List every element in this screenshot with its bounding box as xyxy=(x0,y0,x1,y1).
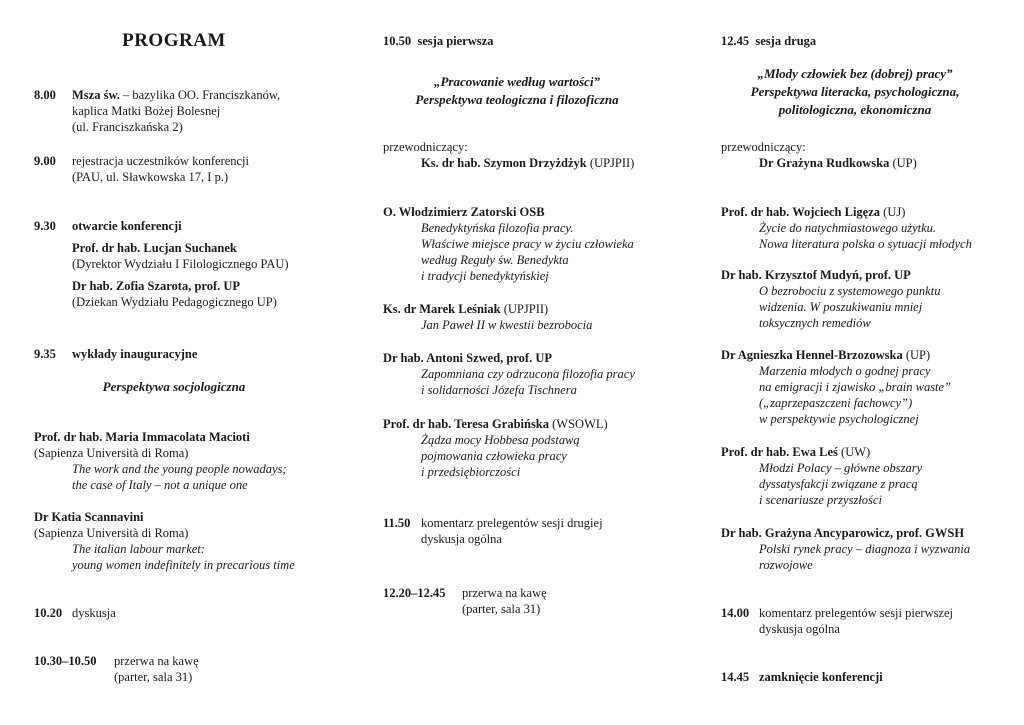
speaker-affiliation: (Sapienza Università di Roma) xyxy=(34,526,189,540)
time: 12.45 xyxy=(721,34,750,48)
talk-title: i solidarności Józefa Tischnera xyxy=(421,383,577,397)
opening-title: otwarcie konferencji xyxy=(72,219,182,233)
session-1-chair xyxy=(383,139,683,171)
speaker-name: Prof. dr hab. Teresa Grabińska xyxy=(383,417,550,431)
talk xyxy=(721,347,1021,427)
talk-title: Żądza mocy Hobbesa podstawą xyxy=(421,433,580,447)
theme-subtitle: politologiczna, ekonomiczna xyxy=(778,102,932,117)
speaker-name: Prof. dr hab. Maria Immacolata Macioti xyxy=(34,430,250,444)
coffee-place: (parter, sala 31) xyxy=(462,602,541,616)
entry-9-00 xyxy=(34,153,334,185)
talk-title: Nowa literatura polska o sytuacji młodych xyxy=(759,237,972,251)
entry-10-30 xyxy=(34,653,334,685)
time: 14.45 xyxy=(721,670,750,684)
speaker-name: Ks. dr Marek Leśniak xyxy=(383,302,501,316)
time: 9.30 xyxy=(34,219,56,233)
talk-title: pojmowania człowieka pracy xyxy=(421,449,567,463)
session-2-chair xyxy=(721,139,1021,171)
general-discussion: dyskusja ogólna xyxy=(759,622,840,636)
talk-title: Właściwe miejsce pracy w życiu człowieka xyxy=(421,237,634,251)
talk-title: toksycznych remediów xyxy=(759,316,871,330)
theme-subtitle: Perspektywa literacka, psychologiczna, xyxy=(750,84,960,99)
talk-title: Życie do natychmiastowego użytku. xyxy=(759,221,937,235)
speaker-name: Prof. dr hab. Wojciech Ligęza xyxy=(721,205,881,219)
chair-affiliation: (UP) xyxy=(889,156,917,170)
theme-title: „Młody człowiek bez (dobrej) pracy” xyxy=(757,66,953,81)
speaker-name: Dr hab. Zofia Szarota, prof. UP xyxy=(72,279,241,293)
talk-title: i scenariusze przyszłości xyxy=(759,493,882,507)
speaker-name: Prof. dr hab. Ewa Leś xyxy=(721,445,838,459)
discussion: dyskusja xyxy=(72,606,116,620)
program-column-2 xyxy=(383,0,703,725)
registration-place: (PAU, ul. Sławkowska 17, I p.) xyxy=(72,170,229,184)
lectures-title: wykłady inauguracyjne xyxy=(72,347,198,361)
talk xyxy=(721,525,1021,573)
talk-title: dyssatysfakcji związane z pracą xyxy=(759,477,918,491)
entry-9-30 xyxy=(34,218,334,310)
talk-title: Zapomniana czy odrzucona filozofia pracy xyxy=(421,367,635,381)
talk-title: Benedyktyńska filozofia pracy. xyxy=(421,221,574,235)
speaker-affiliation: (UPJPII) xyxy=(500,302,549,316)
speaker-name: Prof. dr hab. Lucjan Suchanek xyxy=(72,241,237,255)
speaker-affiliation: (UP) xyxy=(902,348,931,362)
talk-title: i przedsiębiorczości xyxy=(421,465,521,479)
talk-title: Polski rynek pracy – diagnoza i wyzwania xyxy=(759,542,971,556)
session-1-header xyxy=(383,33,683,49)
session-2-header xyxy=(721,33,1021,49)
talk xyxy=(383,416,683,480)
talk-title: Młodzi Polacy – główne obszary xyxy=(759,461,923,475)
program-title: PROGRAM xyxy=(122,30,226,51)
session-title: sesja pierwsza xyxy=(417,34,494,48)
registration: rejestracja uczestników konferencji xyxy=(72,154,249,168)
time: 10.30–10.50 xyxy=(34,654,97,668)
coffee-break: przerwa na kawę xyxy=(462,586,547,600)
session-1-theme xyxy=(383,73,651,109)
speaker-name: Dr Katia Scannavini xyxy=(34,510,144,524)
entry-10-20 xyxy=(34,605,334,621)
talk-title: Jan Paweł II w kwestii bezrobocia xyxy=(421,318,593,332)
talk-title: na emigracji i zjawisko „brain waste” xyxy=(759,380,952,394)
speaker-role: (Dziekan Wydziału Pedagogicznego UP) xyxy=(72,295,277,309)
time: 14.00 xyxy=(721,606,750,620)
general-discussion: dyskusja ogólna xyxy=(421,532,502,546)
speaker-name: Dr hab. Antoni Szwed, prof. UP xyxy=(383,351,553,365)
lecture-title: The work and the young people nowadays; xyxy=(72,462,287,476)
entry-11-50 xyxy=(383,515,683,547)
talk-title: według Reguły św. Benedykta xyxy=(421,253,569,267)
entry-12-20 xyxy=(383,585,683,617)
talk xyxy=(383,350,683,398)
talk-title: w perspektywie psychologicznej xyxy=(759,412,919,426)
speaker-affiliation: (UJ) xyxy=(880,205,906,219)
mass-address: (ul. Franciszkańska 2) xyxy=(72,120,183,134)
talk-title: („zaprzepaszczeni fachowcy”) xyxy=(759,396,913,410)
speaker-affiliation: (WSOWL) xyxy=(549,417,608,431)
talk-title: Marzenia młodych o godnej pracy xyxy=(759,364,931,378)
talk xyxy=(721,204,1021,252)
entry-14-00 xyxy=(721,605,1021,637)
entry-8-00 xyxy=(34,87,334,135)
theme-title: „Pracowanie według wartości” xyxy=(433,74,601,89)
speaker-role: (Dyrektor Wydziału I Filologicznego PAU) xyxy=(72,257,289,271)
chair-label: przewodniczący: xyxy=(721,140,806,154)
comment: komentarz prelegentów sesji drugiej xyxy=(421,516,603,530)
time: 11.50 xyxy=(383,516,411,530)
lecture-title: The italian labour market: xyxy=(72,542,205,556)
talk xyxy=(383,301,683,333)
entry-9-35 xyxy=(34,346,334,362)
chair-name: Ks. dr hab. Szymon Drzyżdżyk xyxy=(421,156,587,170)
talk xyxy=(721,267,1021,331)
lecture-2 xyxy=(34,509,334,573)
program-column-3 xyxy=(721,0,1024,725)
chair-label: przewodniczący: xyxy=(383,140,468,154)
speaker-name: Dr hab. Krzysztof Mudyń, prof. UP xyxy=(721,268,911,282)
talk xyxy=(383,204,683,284)
speaker-affiliation: (UW) xyxy=(837,445,871,459)
coffee-break: przerwa na kawę xyxy=(114,654,199,668)
talk-title: widzenia. W poszukiwaniu mniej xyxy=(759,300,923,314)
talk-title: rozwojowe xyxy=(759,558,813,572)
section-heading: Perspektywa socjologiczna xyxy=(102,379,246,394)
chair-affiliation: (UPJPII) xyxy=(586,156,635,170)
program-column-1 xyxy=(34,0,354,725)
speaker-name: Dr Agnieszka Hennel-Brzozowska xyxy=(721,348,903,362)
talk-title: i tradycji benedyktyńskiej xyxy=(421,269,549,283)
session-title: sesja druga xyxy=(755,34,817,48)
time: 10.50 xyxy=(383,34,412,48)
closing: zamknięcie konferencji xyxy=(759,670,883,684)
lecture-1 xyxy=(34,429,334,493)
comment: komentarz prelegentów sesji pierwszej xyxy=(759,606,954,620)
lecture-title: young women indefinitely in precarious time xyxy=(72,558,295,572)
mass-place: – bazylika OO. Franciszkanów, xyxy=(119,88,281,102)
talk xyxy=(721,444,1021,508)
time: 9.35 xyxy=(34,347,56,361)
chair-name: Dr Grażyna Rudkowska xyxy=(759,156,890,170)
time: 12.20–12.45 xyxy=(383,586,446,600)
lecture-title: the case of Italy – not a unique one xyxy=(72,478,248,492)
time: 10.20 xyxy=(34,606,63,620)
coffee-place: (parter, sala 31) xyxy=(114,670,193,684)
theme-subtitle: Perspektywa teologiczna i filozoficzna xyxy=(415,92,619,107)
mass-label: Msza św. xyxy=(72,88,120,102)
session-2-theme xyxy=(721,65,989,119)
entry-14-45 xyxy=(721,669,1021,685)
speaker-name: Dr hab. Grażyna Ancyparowicz, prof. GWSH xyxy=(721,526,965,540)
time: 8.00 xyxy=(34,88,56,102)
talk-title: O bezrobociu z systemowego punktu xyxy=(759,284,941,298)
time: 9.00 xyxy=(34,154,56,168)
speaker-name: O. Włodzimierz Zatorski OSB xyxy=(383,205,545,219)
mass-chapel: kaplica Matki Bożej Bolesnej xyxy=(72,104,221,118)
speaker-affiliation: (Sapienza Università di Roma) xyxy=(34,446,189,460)
